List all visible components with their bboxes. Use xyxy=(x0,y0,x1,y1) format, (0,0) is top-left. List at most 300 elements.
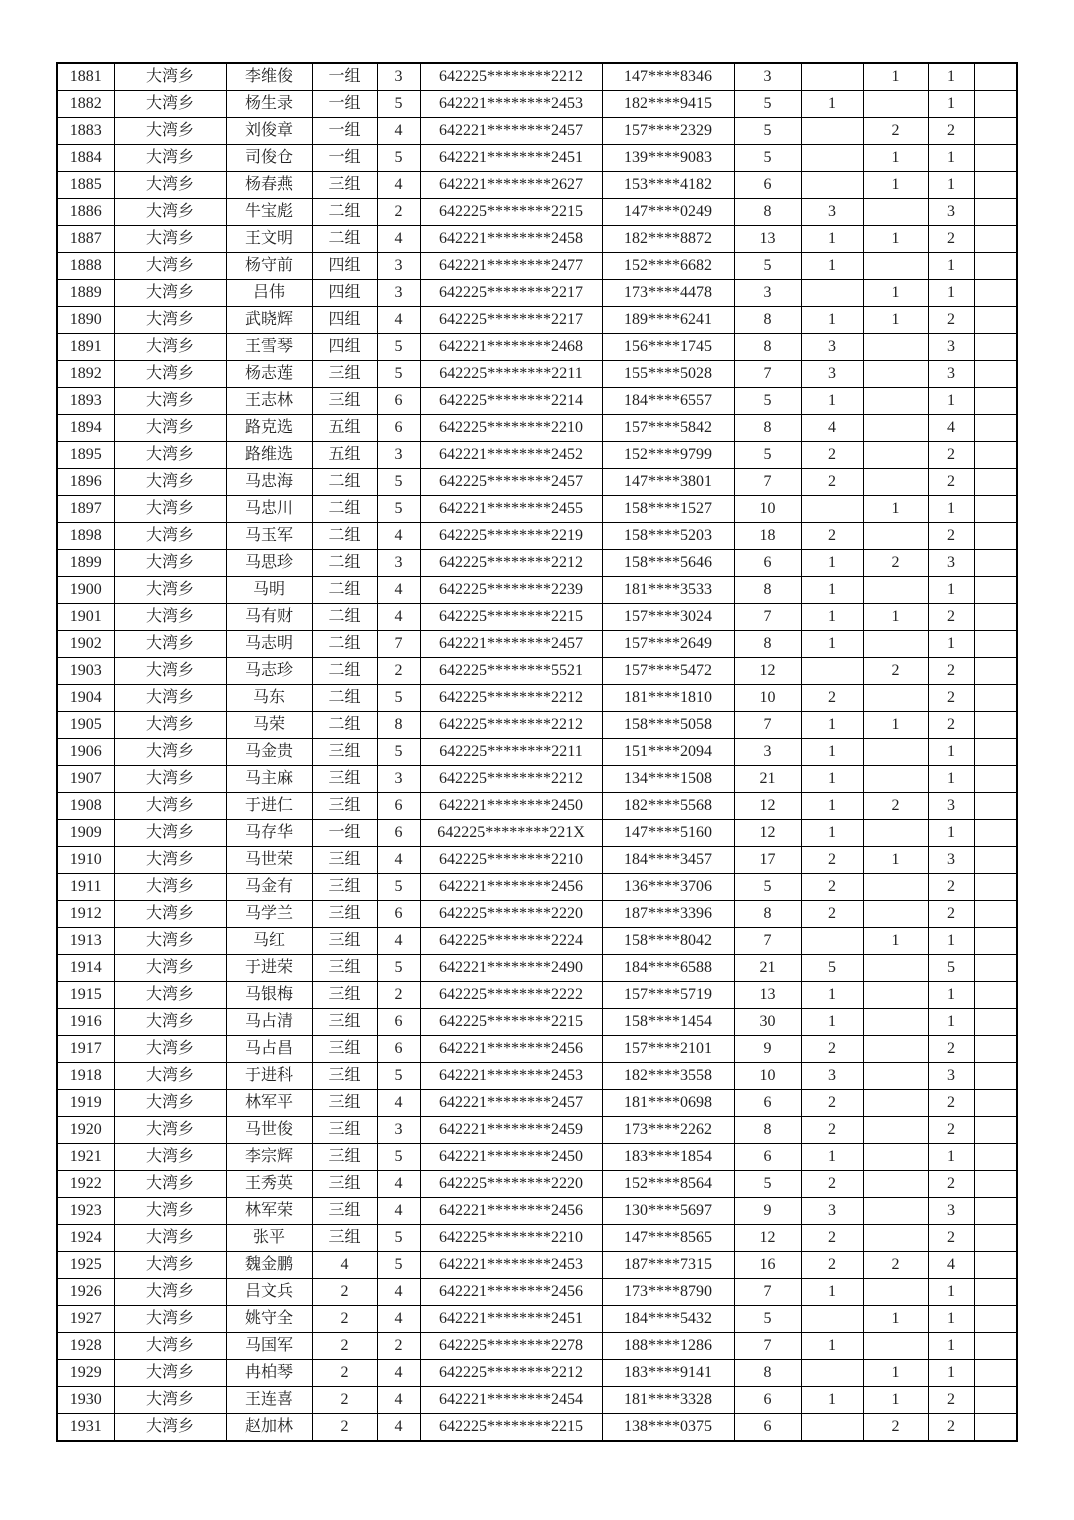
cell-name: 李宗辉 xyxy=(226,1144,312,1171)
cell-township: 大湾乡 xyxy=(114,415,226,442)
cell-count_b xyxy=(863,766,928,793)
cell-id_masked: 642221********2457 xyxy=(420,631,602,658)
cell-id_masked: 642221********2450 xyxy=(420,793,602,820)
cell-count_sum: 2 xyxy=(928,1171,974,1198)
cell-blank xyxy=(974,226,1017,253)
cell-phone_masked: 152****6682 xyxy=(602,253,734,280)
cell-count_sum: 3 xyxy=(928,199,974,226)
cell-group: 三组 xyxy=(312,847,377,874)
cell-name: 杨春燕 xyxy=(226,172,312,199)
cell-township: 大湾乡 xyxy=(114,1225,226,1252)
cell-count_sum: 2 xyxy=(928,712,974,739)
cell-township: 大湾乡 xyxy=(114,955,226,982)
cell-name: 马玉军 xyxy=(226,523,312,550)
cell-blank xyxy=(974,469,1017,496)
cell-name: 刘俊章 xyxy=(226,118,312,145)
cell-members: 5 xyxy=(377,739,420,766)
cell-id_masked: 642221********2457 xyxy=(420,118,602,145)
cell-count_b xyxy=(863,415,928,442)
cell-id_masked: 642221********2456 xyxy=(420,1279,602,1306)
cell-members: 5 xyxy=(377,874,420,901)
cell-blank xyxy=(974,901,1017,928)
cell-members: 5 xyxy=(377,334,420,361)
cell-seq: 1902 xyxy=(57,631,114,658)
cell-township: 大湾乡 xyxy=(114,118,226,145)
cell-members: 4 xyxy=(377,1306,420,1333)
cell-phone_masked: 184****6557 xyxy=(602,388,734,415)
cell-seq: 1930 xyxy=(57,1387,114,1414)
cell-phone_masked: 158****1454 xyxy=(602,1009,734,1036)
table-row xyxy=(57,226,1017,253)
cell-seq: 1885 xyxy=(57,172,114,199)
cell-count_a: 1 xyxy=(801,226,863,253)
cell-seq: 1894 xyxy=(57,415,114,442)
cell-name: 王连喜 xyxy=(226,1387,312,1414)
cell-count_b xyxy=(863,523,928,550)
cell-name: 马忠海 xyxy=(226,469,312,496)
cell-total: 6 xyxy=(734,172,801,199)
cell-township: 大湾乡 xyxy=(114,982,226,1009)
cell-group: 2 xyxy=(312,1360,377,1387)
cell-group: 一组 xyxy=(312,118,377,145)
cell-name: 王志林 xyxy=(226,388,312,415)
cell-name: 李维俊 xyxy=(226,63,312,91)
cell-count_b xyxy=(863,1009,928,1036)
cell-phone_masked: 136****3706 xyxy=(602,874,734,901)
cell-group: 4 xyxy=(312,1252,377,1279)
cell-total: 21 xyxy=(734,766,801,793)
cell-blank xyxy=(974,1063,1017,1090)
cell-name: 马明 xyxy=(226,577,312,604)
cell-count_sum: 2 xyxy=(928,901,974,928)
cell-id_masked: 642221********2455 xyxy=(420,496,602,523)
cell-total: 12 xyxy=(734,1225,801,1252)
cell-seq: 1899 xyxy=(57,550,114,577)
cell-id_masked: 642221********2453 xyxy=(420,1063,602,1090)
cell-count_b xyxy=(863,442,928,469)
cell-members: 3 xyxy=(377,280,420,307)
cell-members: 3 xyxy=(377,442,420,469)
cell-total: 12 xyxy=(734,658,801,685)
cell-members: 3 xyxy=(377,766,420,793)
cell-count_a: 2 xyxy=(801,1252,863,1279)
cell-members: 6 xyxy=(377,793,420,820)
table-row xyxy=(57,1090,1017,1117)
cell-count_b: 1 xyxy=(863,1387,928,1414)
cell-blank xyxy=(974,1171,1017,1198)
cell-township: 大湾乡 xyxy=(114,442,226,469)
cell-count_sum: 2 xyxy=(928,1387,974,1414)
cell-count_a: 1 xyxy=(801,739,863,766)
cell-total: 7 xyxy=(734,928,801,955)
cell-township: 大湾乡 xyxy=(114,1279,226,1306)
cell-phone_masked: 134****1508 xyxy=(602,766,734,793)
cell-members: 6 xyxy=(377,820,420,847)
cell-count_a: 2 xyxy=(801,469,863,496)
cell-township: 大湾乡 xyxy=(114,172,226,199)
cell-count_a: 2 xyxy=(801,685,863,712)
cell-seq: 1898 xyxy=(57,523,114,550)
cell-name: 武晓辉 xyxy=(226,307,312,334)
cell-seq: 1893 xyxy=(57,388,114,415)
cell-count_a: 1 xyxy=(801,631,863,658)
cell-id_masked: 642221********2452 xyxy=(420,442,602,469)
cell-count_sum: 2 xyxy=(928,523,974,550)
cell-township: 大湾乡 xyxy=(114,1171,226,1198)
cell-count_sum: 1 xyxy=(928,388,974,415)
cell-count_a xyxy=(801,1414,863,1442)
cell-total: 18 xyxy=(734,523,801,550)
cell-blank xyxy=(974,658,1017,685)
cell-group: 一组 xyxy=(312,91,377,118)
table-row xyxy=(57,199,1017,226)
cell-blank xyxy=(974,1036,1017,1063)
cell-total: 5 xyxy=(734,118,801,145)
cell-group: 三组 xyxy=(312,766,377,793)
cell-id_masked: 642225********2239 xyxy=(420,577,602,604)
cell-township: 大湾乡 xyxy=(114,334,226,361)
cell-count_a: 2 xyxy=(801,1171,863,1198)
cell-members: 6 xyxy=(377,388,420,415)
cell-members: 6 xyxy=(377,1036,420,1063)
cell-blank xyxy=(974,1252,1017,1279)
cell-members: 5 xyxy=(377,361,420,388)
cell-phone_masked: 173****2262 xyxy=(602,1117,734,1144)
cell-township: 大湾乡 xyxy=(114,469,226,496)
cell-phone_masked: 182****5568 xyxy=(602,793,734,820)
cell-total: 8 xyxy=(734,901,801,928)
cell-count_b: 1 xyxy=(863,307,928,334)
cell-seq: 1887 xyxy=(57,226,114,253)
cell-count_b: 1 xyxy=(863,847,928,874)
cell-township: 大湾乡 xyxy=(114,1090,226,1117)
cell-count_b xyxy=(863,901,928,928)
cell-phone_masked: 181****3533 xyxy=(602,577,734,604)
cell-group: 三组 xyxy=(312,1117,377,1144)
cell-name: 张平 xyxy=(226,1225,312,1252)
cell-total: 7 xyxy=(734,604,801,631)
cell-members: 5 xyxy=(377,91,420,118)
table-row xyxy=(57,820,1017,847)
cell-group: 三组 xyxy=(312,1090,377,1117)
cell-count_sum: 4 xyxy=(928,415,974,442)
cell-group: 二组 xyxy=(312,577,377,604)
table-row xyxy=(57,172,1017,199)
cell-count_sum: 2 xyxy=(928,658,974,685)
cell-seq: 1911 xyxy=(57,874,114,901)
cell-count_sum: 2 xyxy=(928,442,974,469)
cell-count_b: 1 xyxy=(863,712,928,739)
cell-township: 大湾乡 xyxy=(114,847,226,874)
cell-count_sum: 1 xyxy=(928,1360,974,1387)
cell-id_masked: 642225********2211 xyxy=(420,361,602,388)
cell-phone_masked: 153****4182 xyxy=(602,172,734,199)
cell-id_masked: 642225********2278 xyxy=(420,1333,602,1360)
cell-phone_masked: 158****1527 xyxy=(602,496,734,523)
cell-count_sum: 2 xyxy=(928,604,974,631)
cell-members: 2 xyxy=(377,1333,420,1360)
cell-count_a: 1 xyxy=(801,91,863,118)
cell-phone_masked: 181****3328 xyxy=(602,1387,734,1414)
cell-seq: 1922 xyxy=(57,1171,114,1198)
cell-count_sum: 2 xyxy=(928,118,974,145)
table-row xyxy=(57,145,1017,172)
cell-id_masked: 642221********2459 xyxy=(420,1117,602,1144)
cell-phone_masked: 158****5058 xyxy=(602,712,734,739)
cell-township: 大湾乡 xyxy=(114,685,226,712)
cell-phone_masked: 157****3024 xyxy=(602,604,734,631)
cell-blank xyxy=(974,1279,1017,1306)
cell-group: 三组 xyxy=(312,388,377,415)
cell-count_b xyxy=(863,1333,928,1360)
cell-phone_masked: 173****8790 xyxy=(602,1279,734,1306)
cell-count_b: 1 xyxy=(863,145,928,172)
cell-phone_masked: 187****7315 xyxy=(602,1252,734,1279)
cell-count_b: 1 xyxy=(863,1306,928,1333)
cell-members: 5 xyxy=(377,469,420,496)
cell-seq: 1920 xyxy=(57,1117,114,1144)
cell-group: 三组 xyxy=(312,1198,377,1225)
table-row xyxy=(57,1117,1017,1144)
cell-township: 大湾乡 xyxy=(114,1333,226,1360)
cell-blank xyxy=(974,1090,1017,1117)
cell-total: 7 xyxy=(734,469,801,496)
cell-phone_masked: 157****2649 xyxy=(602,631,734,658)
cell-blank xyxy=(974,415,1017,442)
cell-id_masked: 642225********5521 xyxy=(420,658,602,685)
cell-count_sum: 3 xyxy=(928,1198,974,1225)
cell-count_b xyxy=(863,361,928,388)
table-row xyxy=(57,118,1017,145)
cell-seq: 1923 xyxy=(57,1198,114,1225)
cell-blank xyxy=(974,604,1017,631)
cell-count_b xyxy=(863,1144,928,1171)
cell-total: 6 xyxy=(734,1090,801,1117)
cell-name: 马世荣 xyxy=(226,847,312,874)
table-row xyxy=(57,469,1017,496)
cell-count_sum: 1 xyxy=(928,1279,974,1306)
cell-members: 4 xyxy=(377,1090,420,1117)
cell-name: 杨生录 xyxy=(226,91,312,118)
cell-seq: 1928 xyxy=(57,1333,114,1360)
cell-seq: 1926 xyxy=(57,1279,114,1306)
cell-count_b: 1 xyxy=(863,928,928,955)
cell-id_masked: 642221********2451 xyxy=(420,1306,602,1333)
cell-blank xyxy=(974,1225,1017,1252)
cell-members: 4 xyxy=(377,226,420,253)
cell-name: 于进科 xyxy=(226,1063,312,1090)
cell-members: 3 xyxy=(377,63,420,91)
cell-count_sum: 1 xyxy=(928,631,974,658)
cell-blank xyxy=(974,955,1017,982)
table-row xyxy=(57,253,1017,280)
cell-township: 大湾乡 xyxy=(114,361,226,388)
roster-table xyxy=(56,62,1018,1442)
cell-blank xyxy=(974,442,1017,469)
cell-total: 6 xyxy=(734,550,801,577)
cell-township: 大湾乡 xyxy=(114,901,226,928)
cell-count_b xyxy=(863,955,928,982)
cell-group: 二组 xyxy=(312,550,377,577)
cell-count_b: 2 xyxy=(863,793,928,820)
cell-seq: 1921 xyxy=(57,1144,114,1171)
cell-total: 9 xyxy=(734,1036,801,1063)
cell-blank xyxy=(974,631,1017,658)
cell-members: 3 xyxy=(377,1117,420,1144)
cell-members: 5 xyxy=(377,145,420,172)
cell-members: 4 xyxy=(377,1387,420,1414)
cell-group: 2 xyxy=(312,1306,377,1333)
cell-count_b: 1 xyxy=(863,604,928,631)
cell-seq: 1925 xyxy=(57,1252,114,1279)
cell-id_masked: 642225********2220 xyxy=(420,1171,602,1198)
cell-total: 8 xyxy=(734,631,801,658)
cell-blank xyxy=(974,523,1017,550)
table-row xyxy=(57,1171,1017,1198)
cell-total: 16 xyxy=(734,1252,801,1279)
cell-count_b xyxy=(863,631,928,658)
cell-id_masked: 642221********2627 xyxy=(420,172,602,199)
table-row xyxy=(57,874,1017,901)
cell-blank xyxy=(974,199,1017,226)
cell-id_masked: 642221********2490 xyxy=(420,955,602,982)
cell-township: 大湾乡 xyxy=(114,523,226,550)
cell-seq: 1912 xyxy=(57,901,114,928)
cell-phone_masked: 157****5719 xyxy=(602,982,734,1009)
cell-group: 四组 xyxy=(312,280,377,307)
cell-phone_masked: 181****0698 xyxy=(602,1090,734,1117)
cell-count_a: 1 xyxy=(801,307,863,334)
cell-blank xyxy=(974,847,1017,874)
cell-count_b: 2 xyxy=(863,658,928,685)
cell-township: 大湾乡 xyxy=(114,496,226,523)
cell-total: 8 xyxy=(734,1360,801,1387)
cell-seq: 1881 xyxy=(57,63,114,91)
cell-phone_masked: 158****8042 xyxy=(602,928,734,955)
table-row xyxy=(57,604,1017,631)
cell-group: 二组 xyxy=(312,631,377,658)
cell-seq: 1908 xyxy=(57,793,114,820)
cell-members: 4 xyxy=(377,928,420,955)
cell-members: 7 xyxy=(377,631,420,658)
cell-members: 4 xyxy=(377,1279,420,1306)
cell-phone_masked: 183****1854 xyxy=(602,1144,734,1171)
cell-seq: 1889 xyxy=(57,280,114,307)
cell-count_b xyxy=(863,874,928,901)
cell-name: 马思珍 xyxy=(226,550,312,577)
cell-township: 大湾乡 xyxy=(114,793,226,820)
cell-name: 王秀英 xyxy=(226,1171,312,1198)
cell-count_b: 1 xyxy=(863,280,928,307)
cell-total: 7 xyxy=(734,1279,801,1306)
cell-blank xyxy=(974,118,1017,145)
cell-phone_masked: 158****5646 xyxy=(602,550,734,577)
cell-name: 于进仁 xyxy=(226,793,312,820)
table-row xyxy=(57,712,1017,739)
cell-seq: 1929 xyxy=(57,1360,114,1387)
cell-township: 大湾乡 xyxy=(114,1117,226,1144)
cell-seq: 1927 xyxy=(57,1306,114,1333)
cell-members: 2 xyxy=(377,199,420,226)
cell-count_a: 1 xyxy=(801,550,863,577)
cell-id_masked: 642225********2210 xyxy=(420,847,602,874)
cell-total: 5 xyxy=(734,1306,801,1333)
cell-township: 大湾乡 xyxy=(114,631,226,658)
cell-township: 大湾乡 xyxy=(114,253,226,280)
table-row xyxy=(57,91,1017,118)
cell-count_sum: 1 xyxy=(928,928,974,955)
cell-seq: 1896 xyxy=(57,469,114,496)
table-row xyxy=(57,63,1017,91)
cell-id_masked: 642225********2211 xyxy=(420,739,602,766)
cell-count_a: 3 xyxy=(801,199,863,226)
cell-blank xyxy=(974,766,1017,793)
cell-name: 杨守前 xyxy=(226,253,312,280)
cell-count_sum: 1 xyxy=(928,766,974,793)
cell-name: 吕伟 xyxy=(226,280,312,307)
cell-members: 5 xyxy=(377,955,420,982)
table-row xyxy=(57,550,1017,577)
cell-name: 马金有 xyxy=(226,874,312,901)
cell-phone_masked: 182****9415 xyxy=(602,91,734,118)
cell-count_a xyxy=(801,280,863,307)
cell-township: 大湾乡 xyxy=(114,1009,226,1036)
cell-count_b xyxy=(863,388,928,415)
cell-id_masked: 642225********2217 xyxy=(420,307,602,334)
cell-group: 三组 xyxy=(312,361,377,388)
cell-members: 6 xyxy=(377,901,420,928)
cell-township: 大湾乡 xyxy=(114,604,226,631)
cell-count_sum: 2 xyxy=(928,226,974,253)
cell-blank xyxy=(974,307,1017,334)
cell-count_a: 1 xyxy=(801,253,863,280)
cell-count_b: 2 xyxy=(863,1252,928,1279)
cell-phone_masked: 173****4478 xyxy=(602,280,734,307)
cell-id_masked: 642221********2468 xyxy=(420,334,602,361)
cell-name: 马红 xyxy=(226,928,312,955)
cell-count_a: 2 xyxy=(801,1090,863,1117)
cell-phone_masked: 152****9799 xyxy=(602,442,734,469)
cell-total: 10 xyxy=(734,685,801,712)
cell-count_a xyxy=(801,1306,863,1333)
cell-count_sum: 2 xyxy=(928,1090,974,1117)
cell-seq: 1903 xyxy=(57,658,114,685)
cell-phone_masked: 157****2329 xyxy=(602,118,734,145)
cell-count_sum: 1 xyxy=(928,91,974,118)
cell-township: 大湾乡 xyxy=(114,1387,226,1414)
cell-count_a xyxy=(801,496,863,523)
cell-id_masked: 642225********2224 xyxy=(420,928,602,955)
cell-count_sum: 1 xyxy=(928,172,974,199)
cell-members: 6 xyxy=(377,415,420,442)
cell-phone_masked: 138****0375 xyxy=(602,1414,734,1442)
cell-total: 7 xyxy=(734,361,801,388)
cell-count_sum: 2 xyxy=(928,307,974,334)
cell-id_masked: 642225********221X xyxy=(420,820,602,847)
cell-phone_masked: 147****3801 xyxy=(602,469,734,496)
cell-township: 大湾乡 xyxy=(114,307,226,334)
cell-count_a: 4 xyxy=(801,415,863,442)
cell-group: 三组 xyxy=(312,739,377,766)
cell-phone_masked: 181****1810 xyxy=(602,685,734,712)
cell-count_a: 3 xyxy=(801,334,863,361)
cell-id_masked: 642225********2222 xyxy=(420,982,602,1009)
cell-phone_masked: 147****5160 xyxy=(602,820,734,847)
cell-count_b xyxy=(863,334,928,361)
cell-seq: 1905 xyxy=(57,712,114,739)
cell-count_a: 1 xyxy=(801,1387,863,1414)
cell-name: 赵加林 xyxy=(226,1414,312,1442)
